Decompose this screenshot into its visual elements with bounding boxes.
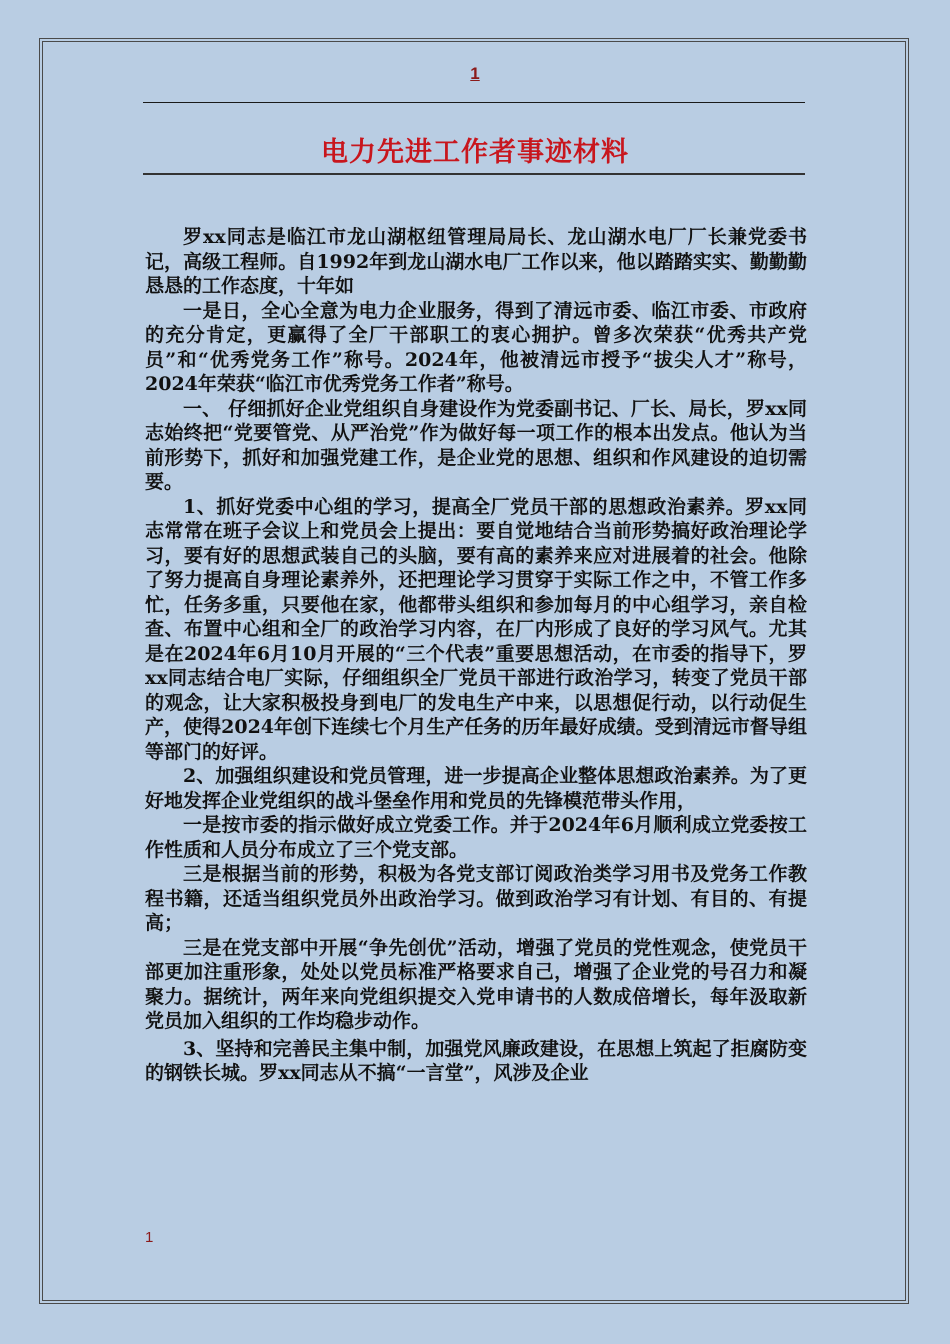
title-divider [143,173,805,175]
header-page-number: 1 [470,64,480,83]
paragraph: 一是按市委的指示做好成立党委工作。并于2024年6月顺利成立党委按工作性质和人员分布成立了三个党支部。 [145,814,807,861]
paragraph: 一、 仔细抓好企业党组织自身建设作为党委副书记、厂长、局长，罗xx同志始终把“党要管党、从严治党”作为做好每一项工作的根本出发点。他认为当前形势下，抓好和加强党建工作，是企业党的思想、组织和作风建设的迫切需要。 [145,397,807,493]
paragraph: 3、坚持和完善民主集中制，加强党风廉政建设，在思想上筑起了拒腐防变的钢铁长城。罗xx同志从不搞“一言堂”，风涉及企业 [145,1037,807,1084]
document-body [145,225,807,1086]
paragraph: 三是根据当前的形势，积极为各党支部订阅政治类学习用书及党务工作教程书籍，还适当组织党员外出政治学习。做到政治学习有计划、有目的、有提高； [145,863,807,934]
paragraph: 1、抓好党委中心组的学习，提高全厂党员干部的思想政治素养。罗xx同志常常在班子会议上和党员会上提出：要自觉地结合当前形势搞好政治理论学习，要有好的思想武装自己的头脑，要有高的素养来应对进展着的社会。他除了努力提高自身理论素养外，还把理论学习贯穿于实际工作之中，不管工作多忙，任务多重，只要他在家，他都带头组织和参加每月的中心组学习，亲自检查、布置中心组和全厂的政治学习内容，在厂内形成了良好的学习风气。尤其是在2024年6月10月开展的“三个代表”重要思想活动，在市委的指导下，罗xx同志结合电厂实际，仔细组织全厂党员干部进行政治学习，转变了党员干部的观念，让大家积极投身到电厂的发电生产中来，以思想促行动，以行动促生产，使得2024年创下连续七个月生产任务的历年最好成绩。受到清远市督导组等部门的好评。 [145,495,807,763]
document-title: 电力先进工作者事迹材料 [321,137,629,168]
footer-page-number: 1 [145,1229,154,1246]
paragraph: 2、加强组织建设和党员管理，进一步提高企业整体思想政治素养。为了更好地发挥企业党组织的战斗堡垒作用和党员的先锋模范带头作用， [145,765,807,812]
header-divider [143,102,805,103]
paragraph: 三是在党支部中开展“争先创优”活动，增强了党员的党性观念，使党员干部更加注重形象，处处以党员标准严格要求自己，增强了企业党的号召力和凝聚力。据统计，两年来向党组织提交入党申请书的人数成倍增长，每年汲取新党员加入组织的工作均稳步动作。 [145,936,807,1032]
paragraph: 一是日，全心全意为电力企业服务，得到了清远市委、临江市委、市政府的充分肯定，更赢得了全厂干部职工的衷心拥护。曾多次荣获“优秀共产党员”和“优秀党务工作”称号。2024年，他被清远市授予“拔尖人才”称号，2024年荣获“临江市优秀党务工作者”称号。 [145,299,807,395]
paragraph: 罗xx同志是临江市龙山湖枢纽管理局局长、龙山湖水电厂厂长兼党委书记，高级工程师。自1992年到龙山湖水电厂工作以来，他以踏踏实实、勤勤勤恳恳的工作态度，十年如 [145,226,807,297]
